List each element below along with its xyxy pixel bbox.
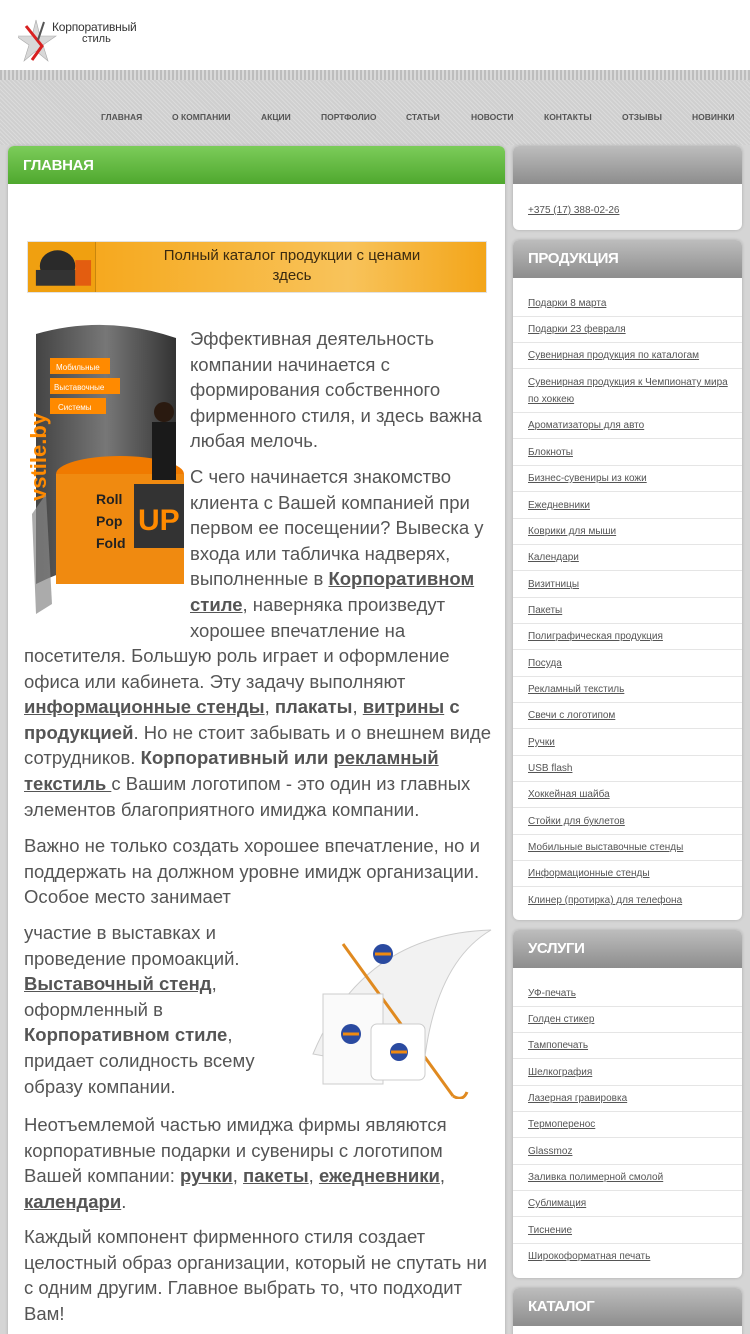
products-box [513,240,742,920]
logo-text-line2: стиль [82,33,111,45]
nav-item-news[interactable]: НОВОСТИ [471,112,514,122]
sidebar-item-product[interactable]: Ежедневники [513,492,742,519]
intro-paragraph: Эффективная деятельность компании начинается с формирования собственного фирменного стиля, и здесь важна любая мелочь. [190,328,482,452]
paragraph-4 [24,920,274,1099]
nav-item-reviews[interactable]: ОТЗЫВЫ [622,112,662,122]
sidebar-item-product[interactable]: Мобильные выставочные стенды [513,835,742,861]
sidebar-item-service[interactable]: Шелкография [513,1059,742,1086]
banner-logo-icon [28,242,96,292]
exhibition-stand-image [26,314,188,620]
sidebar-item-product[interactable]: Подарки 23 февраля [513,317,742,343]
text-fragment: , [264,696,275,718]
sidebar-item-service[interactable]: Тампопечать [513,1033,742,1059]
paragraph-2-bottom [24,643,496,822]
stand-label-exhibit: Выставочные [54,383,105,392]
contact-box [513,146,742,230]
catalog-title: КАТАЛОГ [528,1298,595,1315]
sidebar-item-service[interactable]: УФ-печать [513,980,742,1007]
nav-decoration [0,70,750,80]
link-bags[interactable]: пакеты [243,1165,309,1187]
sidebar-item-product[interactable]: Коврики для мыши [513,519,742,545]
nav-item-portfolio[interactable]: ПОРТФОЛИО [321,112,377,122]
main-header-bar [8,146,505,184]
sidebar-item-service[interactable]: Широкоформатная печать [528,1251,651,1262]
services-list [513,980,742,1270]
text-fragment: . [121,1190,127,1212]
sidebar-item-service[interactable]: Заливка полимерной смолой [513,1165,742,1191]
text-fragment: , [352,696,363,718]
nav-item-articles[interactable]: СТАТЬИ [406,112,440,122]
stand-label-up: UP [138,504,180,537]
services-box [513,930,742,1278]
stand-label-site: vstile.by [26,412,51,501]
stand-label-pop: Pop [96,513,123,529]
sidebar-item-service[interactable]: Сублимация [513,1191,742,1217]
text-fragment: . Но не стоит забывать и о внешнем виде сотрудников. [24,721,492,769]
sidebar-item-product[interactable]: Полиграфическая продукция [513,624,742,650]
sidebar-item-product[interactable]: Бизнес-сувениры из кожи [513,466,742,492]
link-info-stands[interactable]: информационные стенды [24,696,265,718]
nav-item-promotions[interactable]: АКЦИИ [261,112,291,122]
main-navigation [0,70,750,145]
nav-item-home[interactable]: ГЛАВНАЯ [101,112,143,122]
text-fragment: , наверняка произведут хорошее впечатление на [190,593,446,641]
link-pens[interactable]: ручки [180,1165,233,1187]
sidebar-item-product[interactable]: Сувенирная продукция по каталогам [513,343,742,369]
nav-item-about[interactable]: О КОМПАНИИ [172,112,231,122]
bold-corporate-style: Корпоративном стиле [24,1024,228,1046]
sidebar-item-product[interactable]: Посуда [513,650,742,677]
sidebar-item-product[interactable]: Календари [513,545,742,571]
sidebar-item-product[interactable]: Подарки 8 марта [513,290,742,317]
catalog-banner[interactable] [27,241,487,293]
paragraph-3: Важно не только создать хорошее впечатление, но и поддержать на должном уровне имидж организации. Особое место занимает [24,835,480,908]
link-showcases[interactable]: витрины [362,696,445,718]
promo-gifts-image [303,924,495,1099]
phone-number[interactable]: +375 (17) 388-02-26 [528,205,620,216]
text-fragment: посетителя. Большую роль играет и оформление офиса или кабинета. Эту задачу выполняют [24,645,450,692]
link-corporate-style[interactable]: Корпоративном стиле [190,568,475,615]
sidebar-item-service[interactable]: Тиснение [513,1217,742,1244]
sidebar-item-service[interactable]: Лазерная гравировка [513,1086,742,1112]
nav-item-new-products[interactable]: НОВИНКИ [692,112,735,122]
text-fragment: , [439,1165,446,1187]
sidebar-item-product[interactable]: Ручки [513,729,742,756]
sidebar-item-product[interactable]: Стойки для буклетов [513,808,742,835]
services-title: УСЛУГИ [528,940,585,957]
bold-with-products: с продукцией [24,696,460,743]
paragraph-2-top [190,464,496,643]
main-content-panel [8,146,505,1334]
bold-posters: плакаты [274,696,353,718]
paragraph-5 [24,1112,496,1214]
bold-corporate-or: Корпоративный или [140,747,334,769]
sidebar-item-service[interactable]: Термоперенос [513,1112,742,1138]
stand-label-fold: Fold [96,535,126,551]
contact-box-header [513,146,742,184]
sidebar-item-product[interactable]: Сувенирная продукция к Чемпионату мира по хоккею [513,369,742,413]
link-calendars[interactable]: календари [24,1190,122,1212]
sidebar-item-product[interactable]: Хоккейная шайба [513,782,742,808]
page-title: ГЛАВНАЯ [23,157,94,174]
sidebar-item-product[interactable]: Визитницы [513,571,742,598]
site-header [0,0,750,70]
banner-text-line1: Полный каталог продукции с ценами [163,247,421,264]
catalog-box [513,1288,742,1334]
services-box-header [513,930,742,968]
stand-label-systems: Системы [58,403,92,412]
stand-label-roll: Roll [96,491,123,507]
sidebar-item-service[interactable]: Glassmoz [513,1138,742,1165]
link-diaries[interactable]: ежедневники [318,1165,440,1187]
text-fragment: , придает солидность всему образу компании. [24,1024,255,1097]
link-exhibition-stand[interactable]: Выставочный стенд [24,973,212,995]
text-fragment: участие в выставках и проведение промоакций. [24,922,240,969]
sidebar-item-product[interactable]: Свечи с логотипом [513,703,742,729]
text-fragment: , оформленный в [24,973,217,1020]
sidebar-item-product[interactable]: Клинер (протирка) для телефона [528,895,683,906]
banner-text-line2: здесь [272,267,312,284]
products-title: ПРОДУКЦИЯ [528,250,619,267]
sidebar-item-product[interactable]: Блокноты [513,439,742,466]
text-fragment: , [308,1165,319,1187]
sidebar-item-product[interactable]: Пакеты [513,598,742,624]
nav-item-contacts[interactable]: КОНТАКТЫ [544,112,592,122]
sidebar-item-product[interactable]: Рекламный текстиль [513,677,742,703]
text-fragment: С чего начинается знакомство клиента с Вашей компанией при первом ее посещении? Вывеска у входа или табличка надверях, выполненные в [190,466,484,590]
banner-text [98,246,486,286]
products-box-header [513,240,742,278]
stand-label-mobile: Мобильные [56,363,100,372]
paragraph-6: Каждый компонент фирменного стиля создает целостный образ организации, который не спутать ни с одним другим. Главное выбрать то, что подходит Вам! [24,1226,487,1324]
sidebar-item-product[interactable]: Информационные стенды [513,861,742,887]
link-advertising-textile[interactable]: рекламный текстиль [24,747,439,794]
catalog-box-header [513,1288,742,1326]
sidebar-item-product[interactable]: USB flash [513,756,742,782]
text-fragment: , [232,1165,244,1187]
sidebar-item-service[interactable]: Голден стикер [513,1007,742,1033]
text-fragment: с Вашим логотипом - это один из главных элементов благоприятного имиджа компании. [24,772,471,820]
logo-text-line1: Корпоративный [52,20,137,34]
products-list [513,290,742,914]
text-fragment: Неотъемлемой частью имиджа фирмы являются корпоративные подарки и сувениры с логотипом Вашей компании: [24,1114,447,1187]
sidebar-item-product[interactable]: Ароматизаторы для авто [513,413,742,439]
